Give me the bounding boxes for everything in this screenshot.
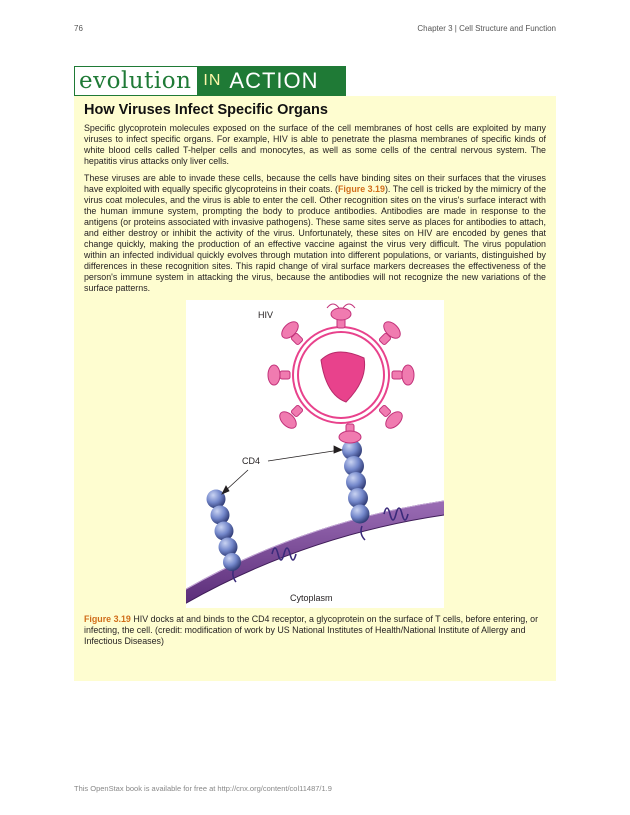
spike-left (268, 365, 290, 385)
figure-caption (84, 614, 546, 647)
spike-lower-right (379, 405, 406, 432)
page-number: 76 (74, 24, 83, 33)
caption-figure-label: Figure 3.19 (84, 614, 131, 624)
paragraph-2-text-a: These viruses are able to invade these cells, because the cells have binding sites on their surfaces that the viruses have exploited with equally specific glycoproteins in their coats. ( (84, 173, 546, 194)
label-hiv: HIV (258, 310, 274, 320)
spike-upper-right (379, 319, 404, 346)
spike-upper-left (279, 319, 304, 346)
spike-lower-left (277, 405, 304, 432)
running-head: Chapter 3 | Cell Structure and Function (417, 24, 556, 33)
figure-3-19-link[interactable]: Figure 3.19 (338, 184, 385, 194)
feature-box (74, 96, 556, 681)
caption-text: HIV docks at and binds to the CD4 receptor, a glycoprotein on the surface of T cells, before entering, or infecting, the cell. (credit: modification of work by US National Institutes of Health/National Institute of Allergy and Infectious Diseases) (84, 614, 539, 646)
banner-action-word: ACTION (229, 68, 319, 93)
spike-top (327, 304, 355, 328)
banner-in-word: IN (203, 72, 222, 89)
hiv-cd4-figure (186, 300, 444, 608)
label-cytoplasm: Cytoplasm (290, 593, 333, 603)
feature-title: How Viruses Infect Specific Organs (84, 102, 328, 118)
label-cd4: CD4 (242, 456, 261, 466)
hiv-docking-illustration (186, 300, 444, 608)
banner-evolution-word: evolution (75, 67, 197, 95)
cd4-pointer-lines (222, 446, 342, 494)
viral-capsid (321, 352, 365, 402)
paragraph-2-text-b: ). The cell is tricked by the mimicry of the virus coat molecules, and the virus is able to enter the cell. Other recognition sites on the virus's surface interact with the human immune system, prompting the body to produce antibodies. Antibodies are made in response to the antigens (or proteins associated with invasive pathogens). These same sites serve as places for antibodies to attach, and either destroy or inhibit the activity of the virus. Unfortunately, these sites on HIV are encoded by genes that change quickly, making the production of an effective vaccine against the virus very difficult. The virus population within an infected individual quickly evolves through mutation into different populations, or variants, distinguished by differences in these recognition sites. This rapid change of viral surface markers decreases the effectiveness of the person's immune system in attacking the virus, because the antibodies will not recognize the new variations of the surface patterns. (84, 184, 547, 293)
spike-bottom-docked (339, 424, 361, 443)
spike-right (392, 365, 414, 385)
paragraph-1: Specific glycoprotein molecules exposed on the surface of the cell membranes of host cells are exploited by many viruses to infect specific organs. For example, HIV is able to penetrate the plasma membranes of specific kinds of white blood cells called T-helper cells and monocytes, as well as some cells of the central nervous system. The hepatitis virus attacks only liver cells. (84, 123, 546, 166)
cd4-receptor-left (207, 490, 242, 583)
paragraph-2 (84, 173, 546, 294)
evolution-in-action-banner (74, 66, 346, 96)
footer-availability-note: This OpenStax book is available for free at http://cnx.org/content/col11487/1.9 (74, 784, 332, 793)
hiv-virion (268, 304, 414, 443)
